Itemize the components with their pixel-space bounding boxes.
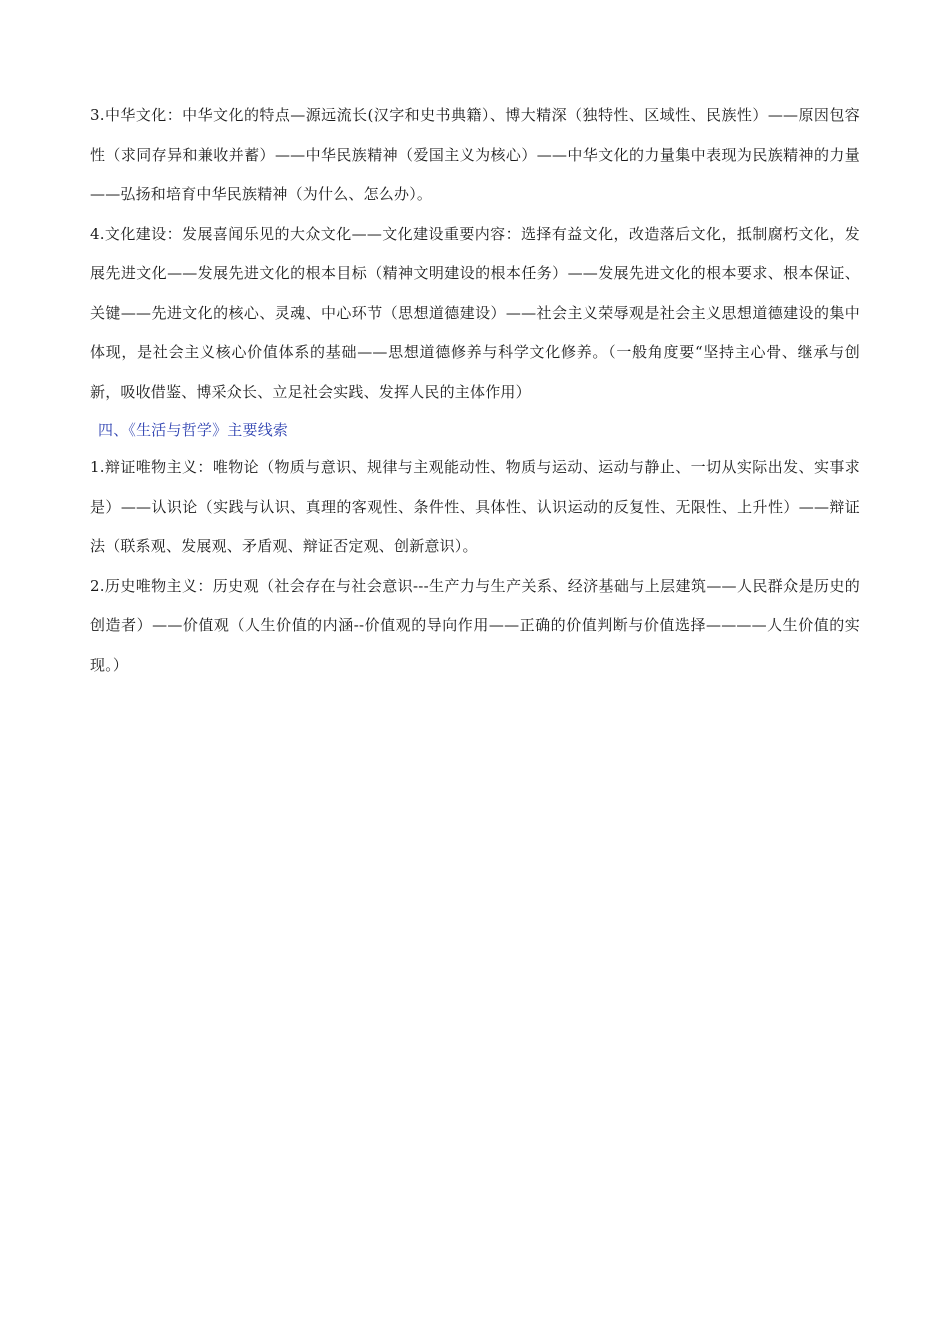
paragraph-dialectical-materialism: 1.辩证唯物主义：唯物论（物质与意识、规律与主观能动性、物质与运动、运动与静止、一切从实际出发、实事求是）——认识论（实践与认识、真理的客观性、条件性、具体性、认识运动的反复性、无限性、上升性）——辩证法（联系观、发展观、矛盾观、辩证否定观、创新意识）。 [90, 458, 860, 555]
paragraph-historical-materialism: 2.历史唯物主义：历史观（社会存在与社会意识---生产力与生产关系、经济基础与上层建筑——人民群众是历史的创造者）——价值观（人生价值的内涵--价值观的导向作用——正确的价值判断与价值选择————人生价值的实现。） [90, 576, 860, 674]
paragraph-cultural-construction: 4.文化建设：发展喜闻乐见的大众文化——文化建设重要内容：选择有益文化，改造落后文化，抵制腐朽文化，发展先进文化——发展先进文化的根本目标（精神文明建设的根本任务）——发展先进文化的根本要求、根本保证、关键——先进文化的核心、灵魂、中心环节（思想道德建设）——社会主义荣辱观是社会主义思想道德建设的集中体现，是社会主义核心价值体系的基础——思想道德修养与科学文化修养。（一般角度要“坚持主心骨、继承与创新，吸收借鉴、博采众长、立足社会实践、发挥人民的主体作用） [90, 224, 860, 401]
section-heading-philosophy: 四、《生活与哲学》主要线索 [98, 421, 289, 439]
document-body [90, 96, 860, 685]
paragraph-chinese-culture: 3.中华文化：中华文化的特点—源远流长(汉字和史书典籍）、博大精深（独特性、区域性、民族性）——原因包容性（求同存异和兼收并蓄）——中华民族精神（爱国主义为核心）——中华文化的力量集中表现为民族精神的力量——弘扬和培育中华民族精神（为什么、怎么办）。 [90, 106, 860, 203]
